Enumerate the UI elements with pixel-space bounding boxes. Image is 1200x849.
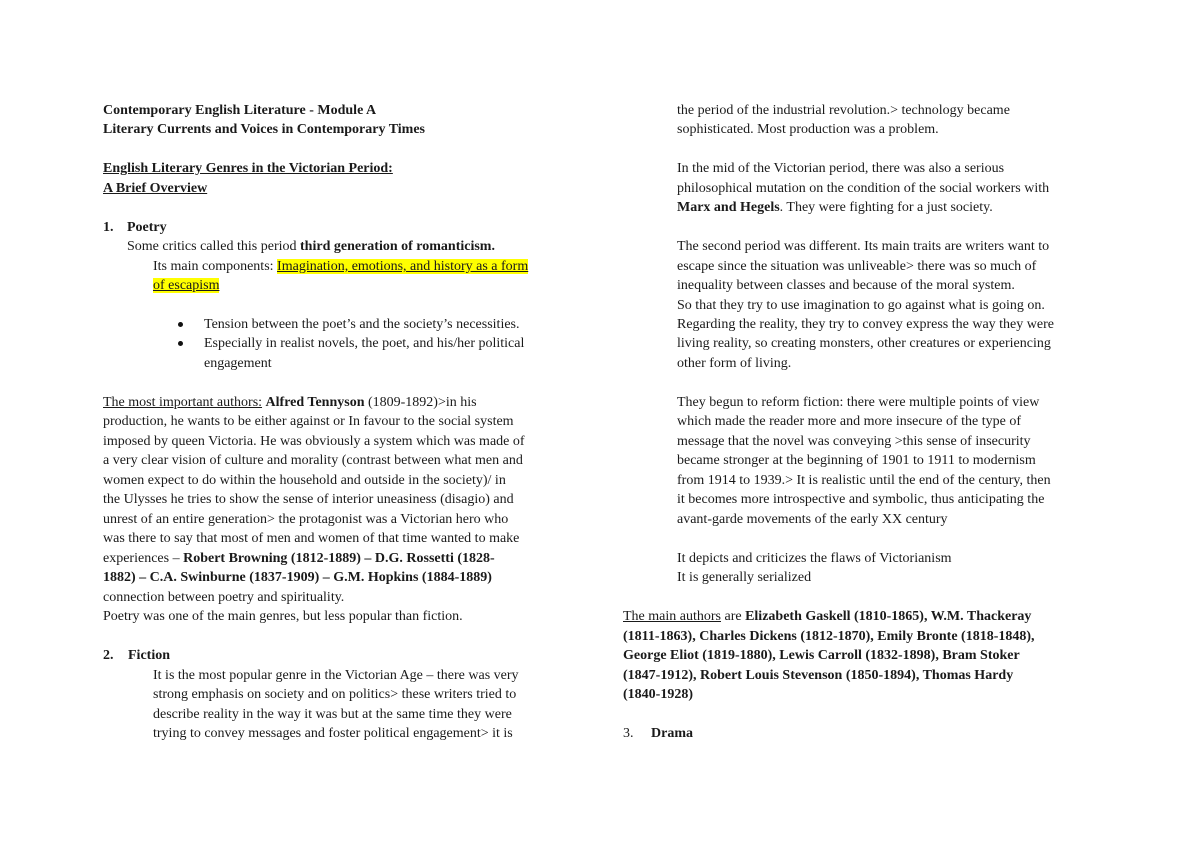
highlighted-text: of escapism <box>153 278 220 293</box>
bullet-item: Tension between the poet’s and the society’s necessities. <box>204 317 520 332</box>
poetry-title: Poetry <box>127 220 167 235</box>
paragraph-line: It is the most popular genre in the Victorian Age – there was very <box>153 668 519 683</box>
document-title: Contemporary English Literature - Module A <box>103 103 377 118</box>
paragraph-line: philosophical mutation on the condition of the social workers with <box>677 181 1050 196</box>
paragraph-line: strong emphasis on society and on politics> these writers tried to <box>153 687 517 702</box>
bullet-icon <box>178 341 183 346</box>
main-authors-line: (1840-1928) <box>623 687 693 702</box>
main-authors-line: George Eliot (1819-1880), Lewis Carroll (1832-1898), Bram Stoker <box>623 648 1020 663</box>
paragraph-line: was there to say that most of men and women of that time wanted to make <box>103 531 520 546</box>
paragraph-line: It is generally serialized <box>677 570 812 585</box>
paragraph-line: trying to convey messages and foster political engagement> it is <box>153 726 513 741</box>
authors-line: The most important authors: Alfred Tennyson (1809-1892)>in his <box>103 395 477 410</box>
section-heading: English Literary Genres in the Victorian Period: <box>103 161 393 176</box>
paragraph-line: Regarding the reality, they try to convey express the way they were <box>677 317 1054 332</box>
paragraph-line: 1882) – C.A. Swinburne (1837-1909) – G.M. Hopkins (1884-1889) <box>103 570 492 585</box>
paragraph-line: They begun to reform fiction: there were multiple points of view <box>677 395 1040 410</box>
paragraph-line: living reality, so creating monsters, other creatures or experiencing <box>677 336 1051 351</box>
paragraph-line: sophisticated. Most production was a problem. <box>677 122 939 137</box>
paragraph-line: Marx and Hegels. They were fighting for a just society. <box>677 200 993 215</box>
paragraph-line: imposed by queen Victoria. He was obviously a system which was made of <box>103 434 525 449</box>
bullet-item: Especially in realist novels, the poet, and his/her political <box>204 336 525 351</box>
paragraph-line: it becomes more introspective and symbolic, thus anticipating the <box>677 492 1045 507</box>
paragraph-line: In the mid of the Victorian period, there was also a serious <box>677 161 1005 176</box>
paragraph-line: inequality between classes and because of the moral system. <box>677 278 1015 293</box>
paragraph-line: from 1914 to 1939.> It is realistic until the end of the century, then <box>677 473 1051 488</box>
drama-title: Drama <box>651 726 693 741</box>
paragraph-line: experiences – Robert Browning (1812-1889) – D.G. Rossetti (1828- <box>103 551 495 566</box>
paragraph-line: describe reality in the way it was but at the same time they were <box>153 707 512 722</box>
bullet-icon <box>178 322 183 327</box>
main-authors-line: (1847-1912), Robert Louis Stevenson (1850-1894), Thomas Hardy <box>623 668 1014 683</box>
paragraph-line: escape since the situation was unliveable> there was so much of <box>677 259 1037 274</box>
fiction-title: Fiction <box>128 648 170 663</box>
paragraph-line: message that the novel was conveying >this sense of insecurity <box>677 434 1031 449</box>
paragraph-line: other form of living. <box>677 356 792 371</box>
fiction-number: 2. <box>103 648 114 663</box>
paragraph-line: the Ulysses he tries to show the sense of interior uneasiness (disagio) and <box>103 492 514 507</box>
paragraph-line: a very clear vision of culture and morality (contrast between what men and <box>103 453 523 468</box>
section-heading-2: A Brief Overview <box>103 181 208 196</box>
paragraph-line: It depicts and criticizes the flaws of Victorianism <box>677 551 952 566</box>
paragraph-line: production, he wants to be either against or In favour to the social system <box>103 414 514 429</box>
paragraph-line: which made the reader more and more insecure of the type of <box>677 414 1022 429</box>
paragraph-line: avant-garde movements of the early XX century <box>677 512 948 527</box>
paragraph-line: the period of the industrial revolution.> technology became <box>677 103 1010 118</box>
paragraph-line: connection between poetry and spirituality. <box>103 590 345 605</box>
poetry-intro: Some critics called this period third generation of romanticism. <box>127 239 495 254</box>
poetry-components-2 <box>153 276 219 296</box>
document-subtitle: Literary Currents and Voices in Contemporary Times <box>103 122 425 137</box>
paragraph-line: Poetry was one of the main genres, but less popular than fiction. <box>103 609 463 624</box>
paragraph-line: women expect to do within the household and outside in the society)/ in <box>103 473 506 488</box>
poetry-number: 1. <box>103 220 114 235</box>
highlighted-text: Imagination, emotions, and history as a form <box>277 259 529 274</box>
paragraph-line: The second period was different. Its main traits are writers want to <box>677 239 1050 254</box>
paragraph-line: became stronger at the beginning of 1901 to 1911 to modernism <box>677 453 1036 468</box>
bullet-item-cont: engagement <box>204 356 272 371</box>
main-authors-line: The main authors are Elizabeth Gaskell (1810-1865), W.M. Thackeray <box>623 609 1032 624</box>
drama-number: 3. <box>623 726 634 741</box>
poetry-components: Its main components: Imagination, emotions, and history as a form <box>153 259 529 274</box>
paragraph-line: So that they try to use imagination to go against what is going on. <box>677 298 1045 313</box>
paragraph-line: unrest of an entire generation> the protagonist was a Victorian hero who <box>103 512 509 527</box>
main-authors-line: (1811-1863), Charles Dickens (1812-1870), Emily Bronte (1818-1848), <box>623 629 1035 644</box>
